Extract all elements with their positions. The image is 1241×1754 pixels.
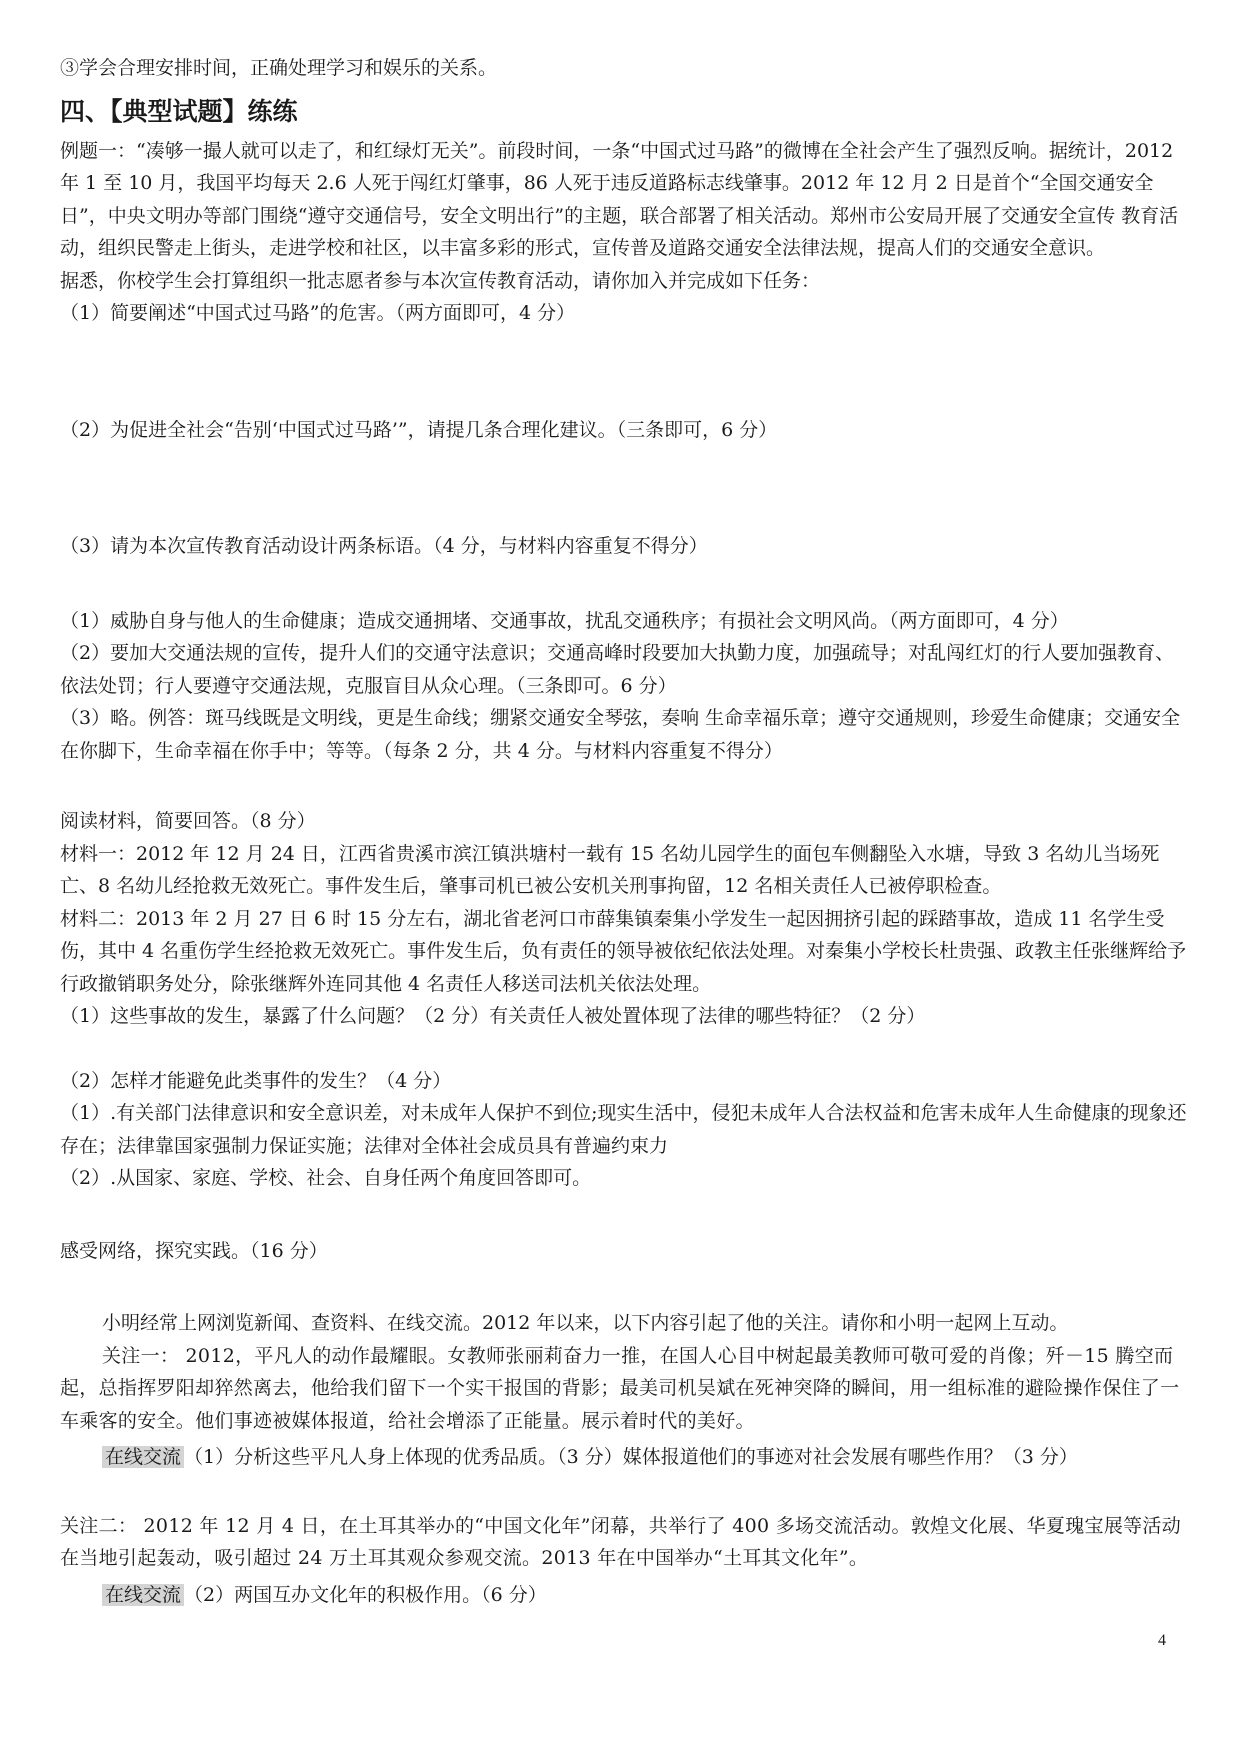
reading-answer-1: （1）.有关部门法律意识和安全意识差，对未成年人保护不到位;现实生活中，侵犯未成年人合法权益和危害未成年人生命健康的现象还存在；法律靠国家强制力保证实施；法律对全体社会成员具有普遍约束力 [60, 1102, 1187, 1157]
online-question-1 [60, 1441, 1190, 1474]
focus-2: 关注二： 2012 年 12 月 4 日，在土耳其举办的“中国文化年”闭幕，共举行了 400 多场交流活动。敦煌文化展、华夏瑰宝展等活动在当地引起轰动，吸引超过 24 万土耳其观众参观交流。2013 年在中国举办“土耳其文化年”。 [60, 1514, 1182, 1569]
reading-answer-2: （2）.从国家、家庭、学校、社会、自身任两个角度回答即可。 [60, 1167, 592, 1189]
reading-title: 阅读材料，简要回答。（8 分） [60, 810, 316, 832]
answer-3: （3）略。例答：斑马线既是文明线，更是生命线；绷紧交通安全琴弦，奏响 生命幸福乐章；遵守交通规则，珍爱生命健康；交通安全在你脚下，生命幸福在你手中；等等。（每条 2 分，共 4 分。与材料内容重复不得分） [60, 707, 1181, 762]
question-3: （3）请为本次宣传教育活动设计两条标语。（4 分，与材料内容重复不得分） [60, 535, 708, 557]
answer-2: （2）要加大交通法规的宣传，提升人们的交通守法意识；交通高峰时段要加大执勤力度，加强疏导；对乱闯红灯的行人要加强教育、依法处罚；行人要遵守交通法规，克服盲目从众心理。（三条即可。6 分） [60, 642, 1175, 697]
text-line: ③学会合理安排时间，正确处理学习和娱乐的关系。 [60, 57, 498, 79]
example-1-text: 例题一：“凑够一撮人就可以走了，和红绿灯无关”。前段时间，一条“中国式过马路”的微博在全社会产生了强烈反响。据统计，2012 年 1 至 10 月，我国平均每天 2.6 人死于闯红灯肇事，86 人死于违反道路标志线肇事。2012 年 12 月 2 日是首个“全国交通安全日”，中央文明办等部门围绕“遵守交通信号，安全文明出行”的主题，联合部署了相关活动。郑州市公安局开展了交通安全宣传 教育活动，组织民警走上街头，走进学校和社区，以丰富多彩的形式，宣传普及道路交通安全法律法规，提高人们的交通安全意识。 [60, 139, 1179, 259]
material-2: 材料二：2013 年 2 月 27 日 6 时 15 分左右，湖北省老河口市薛集镇秦集小学发生一起因拥挤引起的踩踏事故，造成 11 名学生受伤，其中 4 名重伤学生经抢救无效死亡。事件发生后，负有责任的领导被依纪依法处理。对秦集小学校长杜贵强、政教主任张继辉给予行政撤销职务处分，除张继辉外连同其他 4 名责任人移送司法机关依法处理。 [60, 907, 1187, 995]
online-label: 在线交流 [102, 1446, 184, 1468]
reading-question-2: （2）怎样才能避免此类事件的发生？（4 分） [60, 1069, 452, 1092]
reading-question-1: （1）这些事故的发生，暴露了什么问题？（2 分）有关责任人被处置体现了法律的哪些特征？（2 分） [60, 1005, 926, 1027]
section-heading: 四、【典型试题】练练 [60, 96, 298, 126]
network-intro: 小明经常上网浏览新闻、查资料、在线交流。2012 年以来，以下内容引起了他的关注。请你和小明一起网上互动。 [102, 1312, 1069, 1334]
answer-1: （1）威胁自身与他人的生命健康；造成交通拥堵、交通事故，扰乱交通秩序；有损社会文明风尚。（两方面即可，4 分） [60, 609, 1069, 632]
online-question-2 [60, 1579, 1190, 1612]
online-question-1-text: （1）分析这些平凡人身上体现的优秀品质。（3 分）媒体报道他们的事迹对社会发展有哪些作用？（3 分） [184, 1446, 1078, 1468]
online-label-2: 在线交流 [102, 1584, 184, 1606]
network-title: 感受网络，探究实践。（16 分） [60, 1239, 328, 1262]
document-body [60, 52, 1190, 1611]
online-question-2-text: （2）两国互办文化年的积极作用。（6 分） [184, 1583, 547, 1606]
question-2: （2）为促进全社会“告别‘中国式过马路’”，请提几条合理化建议。（三条即可，6 分） [60, 418, 778, 441]
example-1-task: 据悉，你校学生会打算组织一批志愿者参与本次宣传教育活动，请你加入并完成如下任务： [60, 269, 821, 292]
question-1: （1）简要阐述“中国式过马路”的危害。（两方面即可，4 分） [60, 302, 576, 324]
material-1: 材料一：2012 年 12 月 24 日，江西省贵溪市滨江镇洪塘村一载有 15 名幼儿园学生的面包车侧翻坠入水塘，导致 3 名幼儿当场死亡、8 名幼儿经抢救无效死亡。事件发生后，肇事司机已被公安机关刑事拘留，12 名相关责任人已被停职检查。 [60, 842, 1160, 897]
focus-1: 关注一： 2012，平凡人的动作最耀眼。女教师张丽莉奋力一推，在国人心目中树起最美教师可敬可爱的肖像；歼－15 腾空而起，总指挥罗阳却猝然离去，他给我们留下一个实干报国的背影；最美司机吴斌在死神突降的瞬间，用一组标准的避险操作保住了一车乘客的安全。他们事迹被媒体报道，给社会增添了正能量。展示着时代的美好。 [60, 1344, 1180, 1432]
page-number: 4 [1158, 1632, 1166, 1649]
